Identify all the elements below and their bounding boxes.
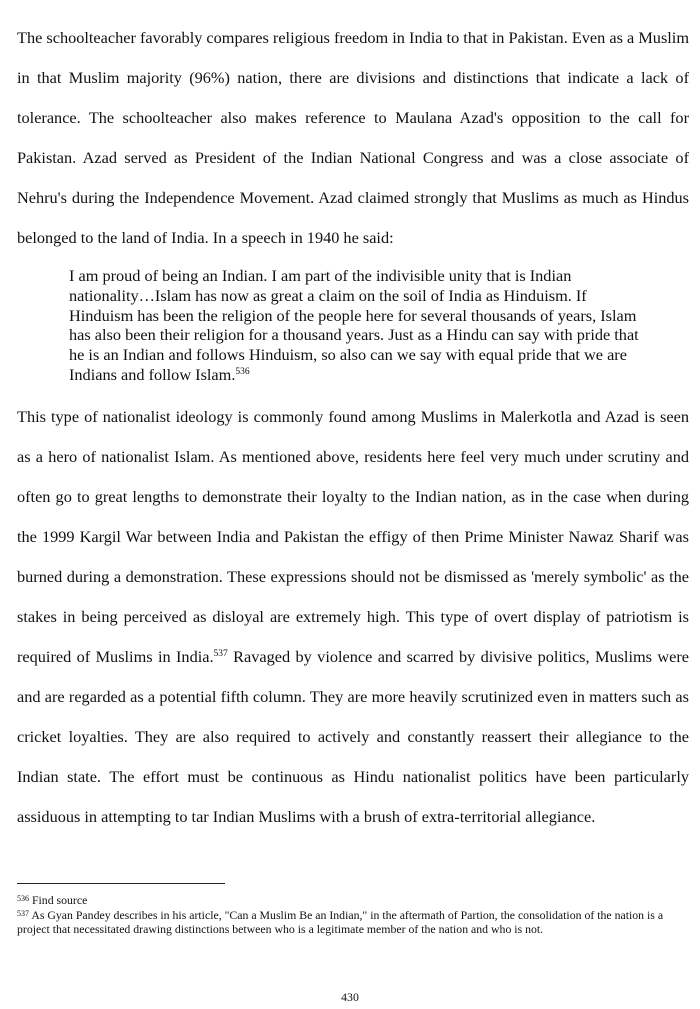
- footnote-reference: 537: [213, 649, 228, 659]
- footnote-number: 537: [17, 908, 29, 918]
- quote-text: I am proud of being an Indian. I am part of the indivisible unity that is Indian nationality…Islam has now as great a claim on the soil of India as Hinduism. If Hinduism has been the religion of the people here for several thousands of years, Islam has also been their religion for a thousand years. Just as a Hindu can say with pride that he is an Indian and follows Hinduism, so also can we say with equal pride that we are Indians and follow Islam.: [69, 266, 639, 384]
- footnote: [17, 908, 689, 937]
- footnote-text: Find source: [31, 893, 88, 907]
- footnote-reference: 536: [235, 366, 250, 377]
- block-quote: [69, 266, 639, 385]
- footnotes: [17, 893, 689, 937]
- footnote-separator: [17, 883, 225, 884]
- body-paragraph: [17, 18, 689, 258]
- footnote-number: 536: [17, 894, 29, 903]
- footnote: [17, 893, 689, 908]
- body-paragraph: [17, 397, 689, 837]
- paragraph-text: This type of nationalist ideology is commonly found among Muslims in Malerkotla and Azad is seen as a hero of nationalist Islam. As mentioned above, residents here feel very much under scrutiny and often go to great lengths to demonstrate their loyalty to the Indian nation, as in the case when during the 1999 Kargil War between India and Pakistan the effigy of then Prime Minister Nawaz Sharif was burned during a demonstration. These expressions should not be dismissed as 'merely symbolic' as the stakes in being perceived as disloyal are extremely high. This type of overt display of patriotism is required of Muslims in India.: [17, 407, 689, 666]
- page-number: 430: [341, 990, 359, 1004]
- footnote-text: As Gyan Pandey describes in his article, "Can a Muslim Be an Indian," in the aftermath of Partion, the consolidation of the nation is a project that necessitated drawing distinctions between who is a legitimate member of the nation and who is not.: [17, 907, 664, 937]
- paragraph-text: The schoolteacher favorably compares religious freedom in India to that in Pakistan. Even as a Muslim in that Muslim majority (96%) nation, there are divisions and distinctions that indicate a lack of tolerance. The schoolteacher also makes reference to Maulana Azad's opposition to the call for Pakistan. Azad served as President of the Indian National Congress and was a close associate of Nehru's during the Independence Movement. Azad claimed strongly that Muslims as much as Hindus belonged to the land of India. In a speech in 1940 he said:: [17, 28, 689, 247]
- paragraph-text-continued: Ravaged by violence and scarred by divisive politics, Muslims were and are regarded as a potential fifth column. They are more heavily scrutinized even in matters such as cricket loyalties. They are also required to actively and constantly reassert their allegiance to the Indian state. The effort must be continuous as Hindu nationalist politics have been particularly assiduous in attempting to tar Indian Muslims with a brush of extra-territorial allegiance.: [17, 647, 689, 826]
